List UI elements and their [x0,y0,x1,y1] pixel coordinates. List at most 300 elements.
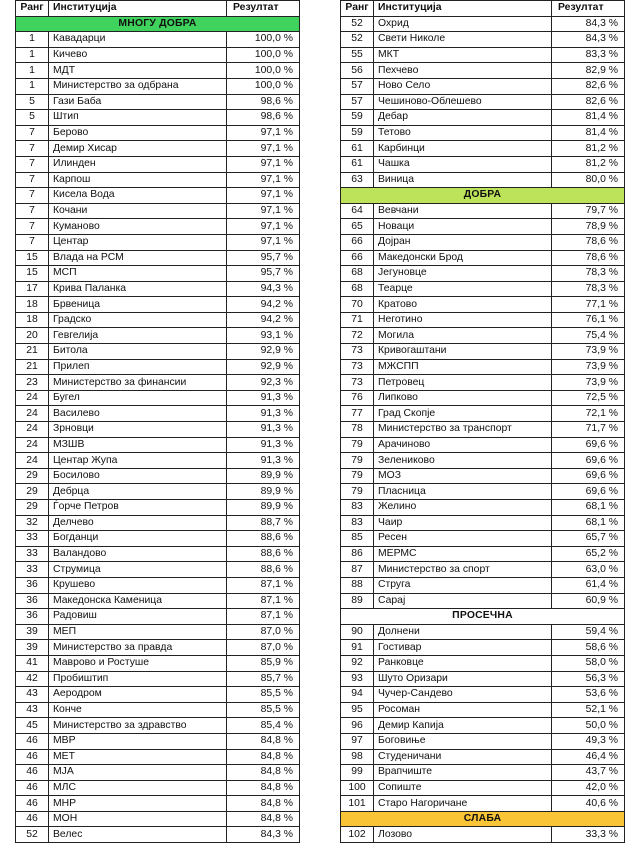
result-cell: 98,6 % [227,94,300,110]
institution-cell: Маврово и Ростуше [49,655,227,671]
institution-cell: Конче [49,702,227,718]
rank-cell: 97 [341,733,374,749]
result-cell: 88,6 % [227,562,300,578]
result-cell: 85,4 % [227,718,300,734]
institution-cell: Вевчани [374,203,552,219]
result-cell: 97,1 % [227,156,300,172]
result-cell: 78,3 % [552,266,625,282]
rank-cell: 17 [16,281,49,297]
rank-cell: 24 [16,437,49,453]
table-row [16,796,300,812]
table-row [16,375,300,391]
institution-cell: Аеродром [49,687,227,703]
table-row [341,562,625,578]
category-label: МНОГУ ДОБРА [16,16,300,32]
institution-cell: Бугел [49,390,227,406]
table-row [341,219,625,235]
result-cell: 100,0 % [227,63,300,79]
table-row [16,531,300,547]
rank-cell: 79 [341,468,374,484]
result-cell: 97,1 % [227,203,300,219]
result-cell: 91,3 % [227,406,300,422]
institution-cell: Струмица [49,562,227,578]
institution-cell: Старо Нагоричане [374,796,552,812]
institution-cell: Желино [374,500,552,516]
rank-cell: 88 [341,577,374,593]
rank-cell: 102 [341,827,374,843]
institution-cell: МЕТ [49,749,227,765]
institution-cell: Виница [374,172,552,188]
institution-cell: Пехчево [374,63,552,79]
institution-cell: Дебар [374,110,552,126]
result-cell: 100,0 % [227,32,300,48]
institution-cell: Охрид [374,16,552,32]
result-cell: 78,9 % [552,219,625,235]
rank-cell: 33 [16,531,49,547]
result-cell: 78,3 % [552,281,625,297]
result-cell: 87,1 % [227,577,300,593]
result-cell: 72,1 % [552,406,625,422]
result-cell: 80,0 % [552,172,625,188]
table-row [16,780,300,796]
institution-cell: Кичево [49,47,227,63]
rank-cell: 46 [16,796,49,812]
institution-cell: Лозово [374,827,552,843]
rank-cell: 45 [16,718,49,734]
result-cell: 100,0 % [227,78,300,94]
table-row [16,234,300,250]
rank-cell: 91 [341,640,374,656]
institution-cell: Центар [49,234,227,250]
institution-cell: Јегуновце [374,266,552,282]
result-cell: 73,9 % [552,359,625,375]
result-cell: 84,8 % [227,780,300,796]
institution-cell: Богданци [49,531,227,547]
table-row [341,375,625,391]
result-cell: 97,1 % [227,141,300,157]
table-row [16,827,300,843]
table-row [341,32,625,48]
result-cell: 76,1 % [552,312,625,328]
institution-cell: Градско [49,312,227,328]
result-cell: 52,1 % [552,702,625,718]
table-row [341,203,625,219]
header-result: Резултат [552,1,625,17]
institution-cell: Македонски Брод [374,250,552,266]
table-row [341,593,625,609]
table-row [16,110,300,126]
result-cell: 81,2 % [552,156,625,172]
result-cell: 65,2 % [552,546,625,562]
ranking-table-right [340,0,625,843]
institution-cell: Ресен [374,531,552,547]
institution-cell: Чашка [374,156,552,172]
result-cell: 94,2 % [227,297,300,313]
rank-cell: 93 [341,671,374,687]
rank-cell: 7 [16,203,49,219]
table-row [16,811,300,827]
rank-cell: 7 [16,141,49,157]
result-cell: 88,6 % [227,531,300,547]
institution-cell: Прилеп [49,359,227,375]
result-cell: 58,0 % [552,655,625,671]
institution-cell: Брвеница [49,297,227,313]
institution-cell: Неготино [374,312,552,328]
rank-cell: 94 [341,687,374,703]
institution-cell: Берово [49,125,227,141]
institution-cell: Дебрца [49,484,227,500]
table-row [341,655,625,671]
rank-cell: 63 [341,172,374,188]
rank-cell: 95 [341,702,374,718]
institution-cell: Куманово [49,219,227,235]
institution-cell: Гевгелија [49,328,227,344]
institution-cell: Кавадарци [49,32,227,48]
result-cell: 33,3 % [552,827,625,843]
result-cell: 95,7 % [227,250,300,266]
institution-cell: Битола [49,344,227,360]
table-header [16,1,300,17]
institution-cell: Боговиње [374,733,552,749]
rank-cell: 83 [341,515,374,531]
rank-cell: 83 [341,500,374,516]
table-row [16,702,300,718]
rank-cell: 15 [16,250,49,266]
rank-cell: 68 [341,266,374,282]
result-cell: 84,3 % [552,32,625,48]
institution-cell: МОЗ [374,468,552,484]
table-row [16,390,300,406]
table-row [16,78,300,94]
institution-cell: МЗШВ [49,437,227,453]
rank-cell: 73 [341,359,374,375]
rank-cell: 64 [341,203,374,219]
table-row [341,702,625,718]
table-row [341,156,625,172]
result-cell: 49,3 % [552,733,625,749]
table-header [341,1,625,17]
rank-cell: 101 [341,796,374,812]
rank-cell: 7 [16,234,49,250]
result-cell: 97,1 % [227,172,300,188]
institution-cell: Струга [374,577,552,593]
institution-cell: Крушево [49,577,227,593]
result-cell: 72,5 % [552,390,625,406]
rank-cell: 68 [341,281,374,297]
rank-cell: 43 [16,702,49,718]
rank-cell: 33 [16,546,49,562]
rank-cell: 66 [341,250,374,266]
institution-cell: Карпош [49,172,227,188]
result-cell: 87,1 % [227,593,300,609]
rank-cell: 61 [341,156,374,172]
result-cell: 42,0 % [552,780,625,796]
result-cell: 87,0 % [227,640,300,656]
category-label: ПРОСЕЧНА [341,609,625,625]
institution-cell: Министерство за одбрана [49,78,227,94]
table-row [16,359,300,375]
result-cell: 69,6 % [552,453,625,469]
result-cell: 58,6 % [552,640,625,656]
table-row [341,422,625,438]
rank-cell: 24 [16,453,49,469]
table-row [341,172,625,188]
rank-cell: 1 [16,47,49,63]
result-cell: 82,6 % [552,78,625,94]
institution-cell: МКТ [374,47,552,63]
rank-cell: 46 [16,749,49,765]
institution-cell: Кисела Вода [49,188,227,204]
table-row [341,827,625,843]
rank-cell: 79 [341,437,374,453]
result-cell: 40,6 % [552,796,625,812]
rank-cell: 73 [341,375,374,391]
table-row [16,500,300,516]
result-cell: 50,0 % [552,718,625,734]
result-cell: 84,8 % [227,796,300,812]
table-row [16,266,300,282]
result-cell: 83,3 % [552,47,625,63]
institution-cell: Могила [374,328,552,344]
rank-cell: 36 [16,577,49,593]
table-row [341,515,625,531]
result-cell: 46,4 % [552,749,625,765]
result-cell: 84,8 % [227,749,300,765]
institution-cell: МЕРМС [374,546,552,562]
table-row [341,63,625,79]
table-row [341,250,625,266]
institution-cell: Град Скопје [374,406,552,422]
institution-cell: Дојран [374,234,552,250]
rank-cell: 1 [16,63,49,79]
table-row [16,609,300,625]
table-row [341,94,625,110]
rank-cell: 73 [341,344,374,360]
table-row [341,780,625,796]
table-row [341,359,625,375]
institution-cell: Арачиново [374,437,552,453]
result-cell: 84,8 % [227,811,300,827]
institution-cell: Кривогаштани [374,344,552,360]
result-cell: 68,1 % [552,500,625,516]
table-row [341,733,625,749]
result-cell: 94,2 % [227,312,300,328]
result-cell: 94,3 % [227,281,300,297]
rank-cell: 90 [341,624,374,640]
result-cell: 85,5 % [227,687,300,703]
result-cell: 89,9 % [227,468,300,484]
institution-cell: Кратово [374,297,552,313]
rank-cell: 87 [341,562,374,578]
rank-cell: 77 [341,406,374,422]
header-institution: Институција [49,1,227,17]
table-row [16,562,300,578]
result-cell: 77,1 % [552,297,625,313]
rank-cell: 36 [16,593,49,609]
rank-cell: 39 [16,624,49,640]
result-cell: 84,3 % [227,827,300,843]
rank-cell: 89 [341,593,374,609]
institution-cell: Валандово [49,546,227,562]
table-row [16,219,300,235]
rank-cell: 24 [16,390,49,406]
table-row [16,515,300,531]
table-row [341,312,625,328]
table-row [16,250,300,266]
institution-cell: Демир Капија [374,718,552,734]
table-row [16,63,300,79]
category-label: ДОБРА [341,188,625,204]
institution-cell: Карбинци [374,141,552,157]
institution-cell: Долнени [374,624,552,640]
rank-cell: 56 [341,63,374,79]
institution-cell: Гази Баба [49,94,227,110]
result-cell: 91,3 % [227,437,300,453]
result-cell: 92,9 % [227,359,300,375]
result-cell: 43,7 % [552,765,625,781]
result-cell: 75,4 % [552,328,625,344]
table-row [341,281,625,297]
rank-cell: 46 [16,733,49,749]
result-cell: 69,6 % [552,484,625,500]
rank-cell: 7 [16,219,49,235]
table-row [16,422,300,438]
institution-cell: Македонска Каменица [49,593,227,609]
rank-cell: 52 [341,16,374,32]
result-cell: 78,6 % [552,250,625,266]
table-row [341,453,625,469]
rank-cell: 20 [16,328,49,344]
result-cell: 84,8 % [227,733,300,749]
rank-cell: 15 [16,266,49,282]
table-row [16,188,300,204]
institution-cell: Радовиш [49,609,227,625]
table-row [16,718,300,734]
result-cell: 82,9 % [552,63,625,79]
rank-cell: 76 [341,390,374,406]
table-row [16,733,300,749]
institution-cell: Новаци [374,219,552,235]
table-row [341,344,625,360]
category-band [16,16,300,32]
table-row [16,406,300,422]
table-row [341,577,625,593]
rank-cell: 96 [341,718,374,734]
rank-cell: 24 [16,406,49,422]
rank-cell: 41 [16,655,49,671]
rank-cell: 55 [341,47,374,63]
rank-cell: 39 [16,640,49,656]
institution-cell: Министерство за спорт [374,562,552,578]
result-cell: 93,1 % [227,328,300,344]
institution-cell: Чаир [374,515,552,531]
table-row [16,765,300,781]
result-cell: 89,9 % [227,500,300,516]
result-cell: 69,6 % [552,468,625,484]
table-row [16,671,300,687]
rank-cell: 57 [341,78,374,94]
result-cell: 84,3 % [552,16,625,32]
table-row [16,640,300,656]
table-row [341,624,625,640]
result-cell: 92,9 % [227,344,300,360]
rank-cell: 61 [341,141,374,157]
institution-cell: Тетово [374,125,552,141]
rank-cell: 46 [16,811,49,827]
rank-cell: 5 [16,110,49,126]
category-band [341,609,625,625]
result-cell: 97,1 % [227,234,300,250]
institution-cell: Министерство за здравство [49,718,227,734]
institution-cell: Сарај [374,593,552,609]
table-row [341,141,625,157]
rank-cell: 29 [16,484,49,500]
institution-cell: Илинден [49,156,227,172]
institution-cell: МДТ [49,63,227,79]
institution-cell: Студеничани [374,749,552,765]
rank-cell: 21 [16,359,49,375]
table-row [341,531,625,547]
table-row [341,47,625,63]
result-cell: 92,3 % [227,375,300,391]
institution-cell: МЖСПП [374,359,552,375]
table-row [341,640,625,656]
institution-cell: Босилово [49,468,227,484]
institution-cell: Шуто Оризари [374,671,552,687]
result-cell: 89,9 % [227,484,300,500]
rank-cell: 1 [16,78,49,94]
institution-cell: Чучер-Сандево [374,687,552,703]
table-row [341,406,625,422]
rank-cell: 71 [341,312,374,328]
table-row [16,624,300,640]
table-row [16,125,300,141]
rank-cell: 92 [341,655,374,671]
header-institution: Институција [374,1,552,17]
result-cell: 100,0 % [227,47,300,63]
institution-cell: Пробиштип [49,671,227,687]
rank-cell: 59 [341,110,374,126]
table-row [341,297,625,313]
result-cell: 73,9 % [552,344,625,360]
header-rank: Ранг [16,1,49,17]
table-row [341,546,625,562]
result-cell: 56,3 % [552,671,625,687]
institution-cell: Штип [49,110,227,126]
rank-cell: 42 [16,671,49,687]
institution-cell: Демир Хисар [49,141,227,157]
rank-cell: 78 [341,422,374,438]
rank-cell: 7 [16,156,49,172]
institution-cell: Врапчиште [374,765,552,781]
institution-cell: Велес [49,827,227,843]
table-row [16,328,300,344]
institution-cell: Липково [374,390,552,406]
table-row [341,328,625,344]
rank-cell: 65 [341,219,374,235]
result-cell: 87,1 % [227,609,300,625]
rank-cell: 100 [341,780,374,796]
result-cell: 73,9 % [552,375,625,391]
institution-cell: МЛС [49,780,227,796]
result-cell: 59,4 % [552,624,625,640]
rank-cell: 52 [16,827,49,843]
result-cell: 98,6 % [227,110,300,126]
institution-cell: Ранковце [374,655,552,671]
table-row [341,110,625,126]
rank-cell: 46 [16,765,49,781]
result-cell: 71,7 % [552,422,625,438]
